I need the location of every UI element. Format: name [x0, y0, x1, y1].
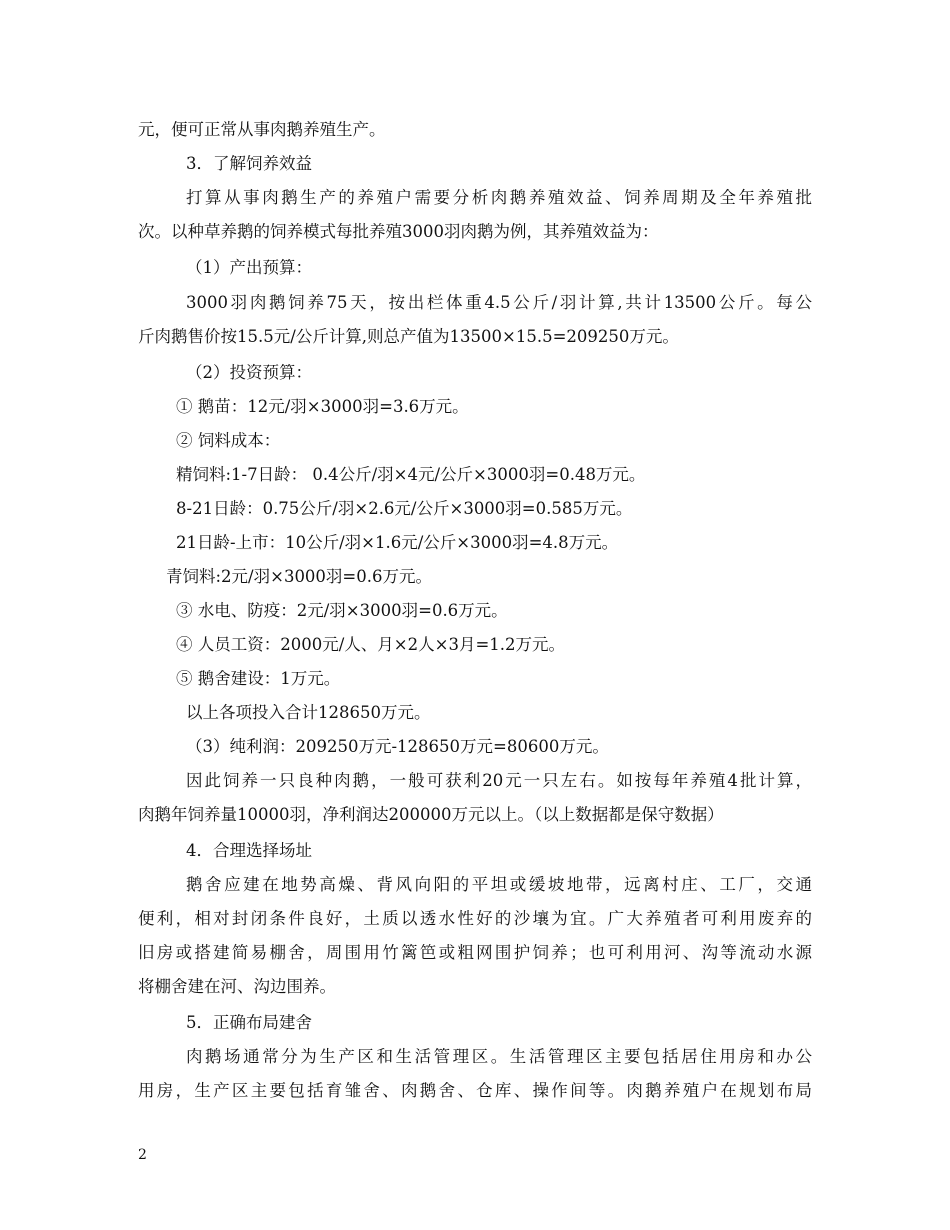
text-line: 21日龄-上市：10公斤/羽×1.6元/公斤×3000羽=4.8万元。: [176, 533, 619, 552]
text-line: 打算从事肉鹅生产的养殖户需要分析肉鹅养殖效益、饲养周期及全年养殖批: [186, 188, 812, 207]
text-line: ④ 人员工资：2000元/人、月×2人×3月=1.2万元。: [176, 635, 566, 654]
section-heading: 5．正确布局建舍: [186, 1013, 312, 1032]
text-line: 鹅舍应建在地势高燥、背风向阳的平坦或缓坡地带，远离村庄、工厂，交通: [186, 875, 812, 894]
page-number: 2: [138, 1147, 147, 1163]
text-line: 将棚舍建在河、沟边围养。: [138, 977, 336, 996]
section-heading: 4．合理选择场址: [186, 841, 312, 860]
text-line: 用房，生产区主要包括育雏舍、肉鹅舍、仓库、操作间等。肉鹅养殖户在规划布局: [138, 1081, 812, 1100]
text-line: 次。以种草养鹅的饲养模式每批养殖3000羽肉鹅为例，其养殖效益为：: [138, 222, 659, 241]
text-line: 旧房或搭建简易棚舍，周围用竹篱笆或粗网围护饲养；也可利用河、沟等流动水源: [138, 943, 812, 962]
text-line: 斤肉鹅售价按15.5元/公斤计算,则总产值为13500×15.5=209250万元。: [138, 327, 679, 346]
subsection-heading: （1）产出预算：: [186, 258, 312, 277]
text-line: 3000羽肉鹅饲养75天，按出栏体重4.5公斤/羽计算,共计13500公斤。每公: [186, 293, 812, 312]
text-line: 便利，相对封闭条件良好，土质以透水性好的沙壤为宜。广大养殖者可利用废弃的: [138, 909, 812, 928]
text-line: 因此饲养一只良种肉鹅，一般可获利20元一只左右。如按每年养殖4批计算，: [186, 771, 812, 790]
text-line: ① 鹅苗：12元/羽×3000羽=3.6万元。: [176, 397, 469, 416]
text-line: 元，便可正常从事肉鹅养殖生产。: [138, 120, 386, 139]
subsection-heading: （2）投资预算：: [186, 363, 312, 382]
text-line: 肉鹅年饲养量10000羽，净利润达200000万元以上。（以上数据都是保守数据）: [138, 805, 724, 824]
text-line: ③ 水电、防疫：2元/羽×3000羽=0.6万元。: [176, 601, 508, 620]
text-line: ⑤ 鹅舍建设：1万元。: [176, 669, 341, 688]
text-line: ② 饲料成本：: [176, 431, 281, 450]
text-line: 以上各项投入合计128650万元。: [186, 703, 431, 722]
section-heading: 3．了解饲养效益: [186, 154, 312, 173]
text-line: （3）纯利润：209250万元-128650万元=80600万元。: [186, 737, 609, 756]
text-line: 精饲料:1-7日龄： 0.4公斤/羽×4元/公斤×3000羽=0.48万元。: [176, 465, 646, 484]
text-line: 青饲料:2元/羽×3000羽=0.6万元。: [166, 567, 432, 586]
text-line: 8-21日龄：0.75公斤/羽×2.6元/公斤×3000羽=0.585万元。: [176, 499, 633, 518]
text-line: 肉鹅场通常分为生产区和生活管理区。生活管理区主要包括居住用房和办公: [186, 1047, 812, 1066]
